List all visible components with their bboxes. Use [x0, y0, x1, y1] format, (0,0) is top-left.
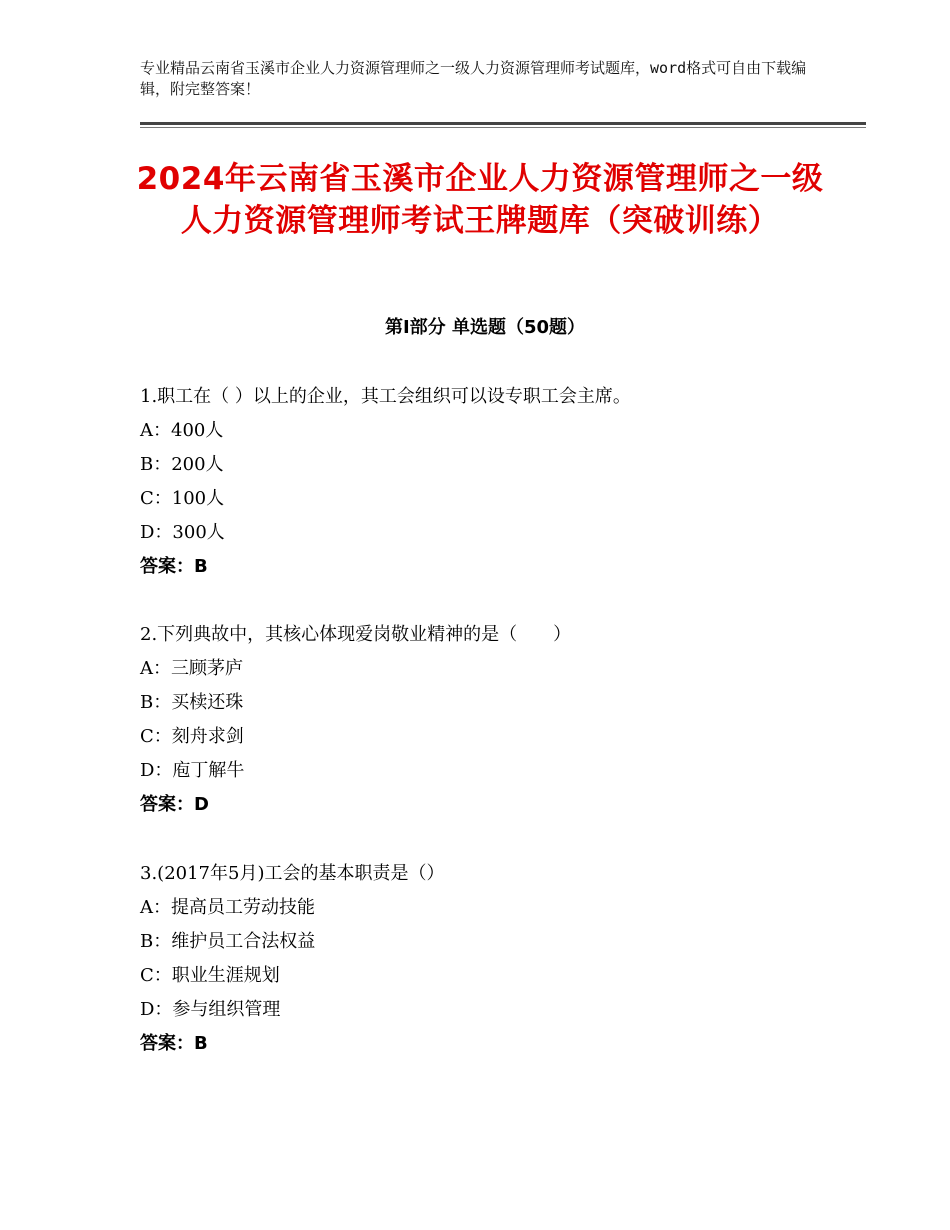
option-b: B：买椟还珠: [140, 692, 244, 713]
question-stem: 3.(2017年5月)工会的基本职责是（）: [140, 863, 445, 884]
header-rule-thin: [140, 127, 866, 128]
question-2: [140, 618, 840, 822]
option-c: C：职业生涯规划: [140, 965, 280, 986]
option-a: A：400人: [140, 420, 224, 441]
answer: 答案：D: [140, 794, 209, 815]
option-b: B：200人: [140, 454, 224, 475]
document-title: 2024年云南省玉溪市企业人力资源管理师之一级人力资源管理师考试王牌题库（突破训练）: [136, 161, 824, 239]
section-title: 第Ⅰ部分 单选题（50题）: [384, 317, 585, 338]
header-rule-thick: [140, 122, 866, 125]
answer: 答案：B: [140, 556, 208, 577]
header-note: 专业精品云南省玉溪市企业人力资源管理师之一级人力资源管理师考试题库，word格式可自由下载编辑，附完整答案！: [140, 59, 807, 98]
option-c: C：刻舟求剑: [140, 726, 244, 747]
option-d: D：庖丁解牛: [140, 760, 245, 781]
question-stem: 2.下列典故中，其核心体现爱岗敬业精神的是（ ）: [140, 624, 572, 645]
question-3: [140, 857, 840, 1061]
option-d: D：300人: [140, 522, 225, 543]
option-a: A：提高员工劳动技能: [140, 897, 315, 918]
option-d: D：参与组织管理: [140, 999, 281, 1020]
question-1: [140, 380, 840, 584]
option-b: B：维护员工合法权益: [140, 931, 316, 952]
option-a: A：三顾茅庐: [140, 658, 243, 679]
option-c: C：100人: [140, 488, 225, 509]
question-stem: 1.职工在（ ）以上的企业，其工会组织可以设专职工会主席。: [140, 386, 631, 407]
answer: 答案：B: [140, 1033, 208, 1054]
